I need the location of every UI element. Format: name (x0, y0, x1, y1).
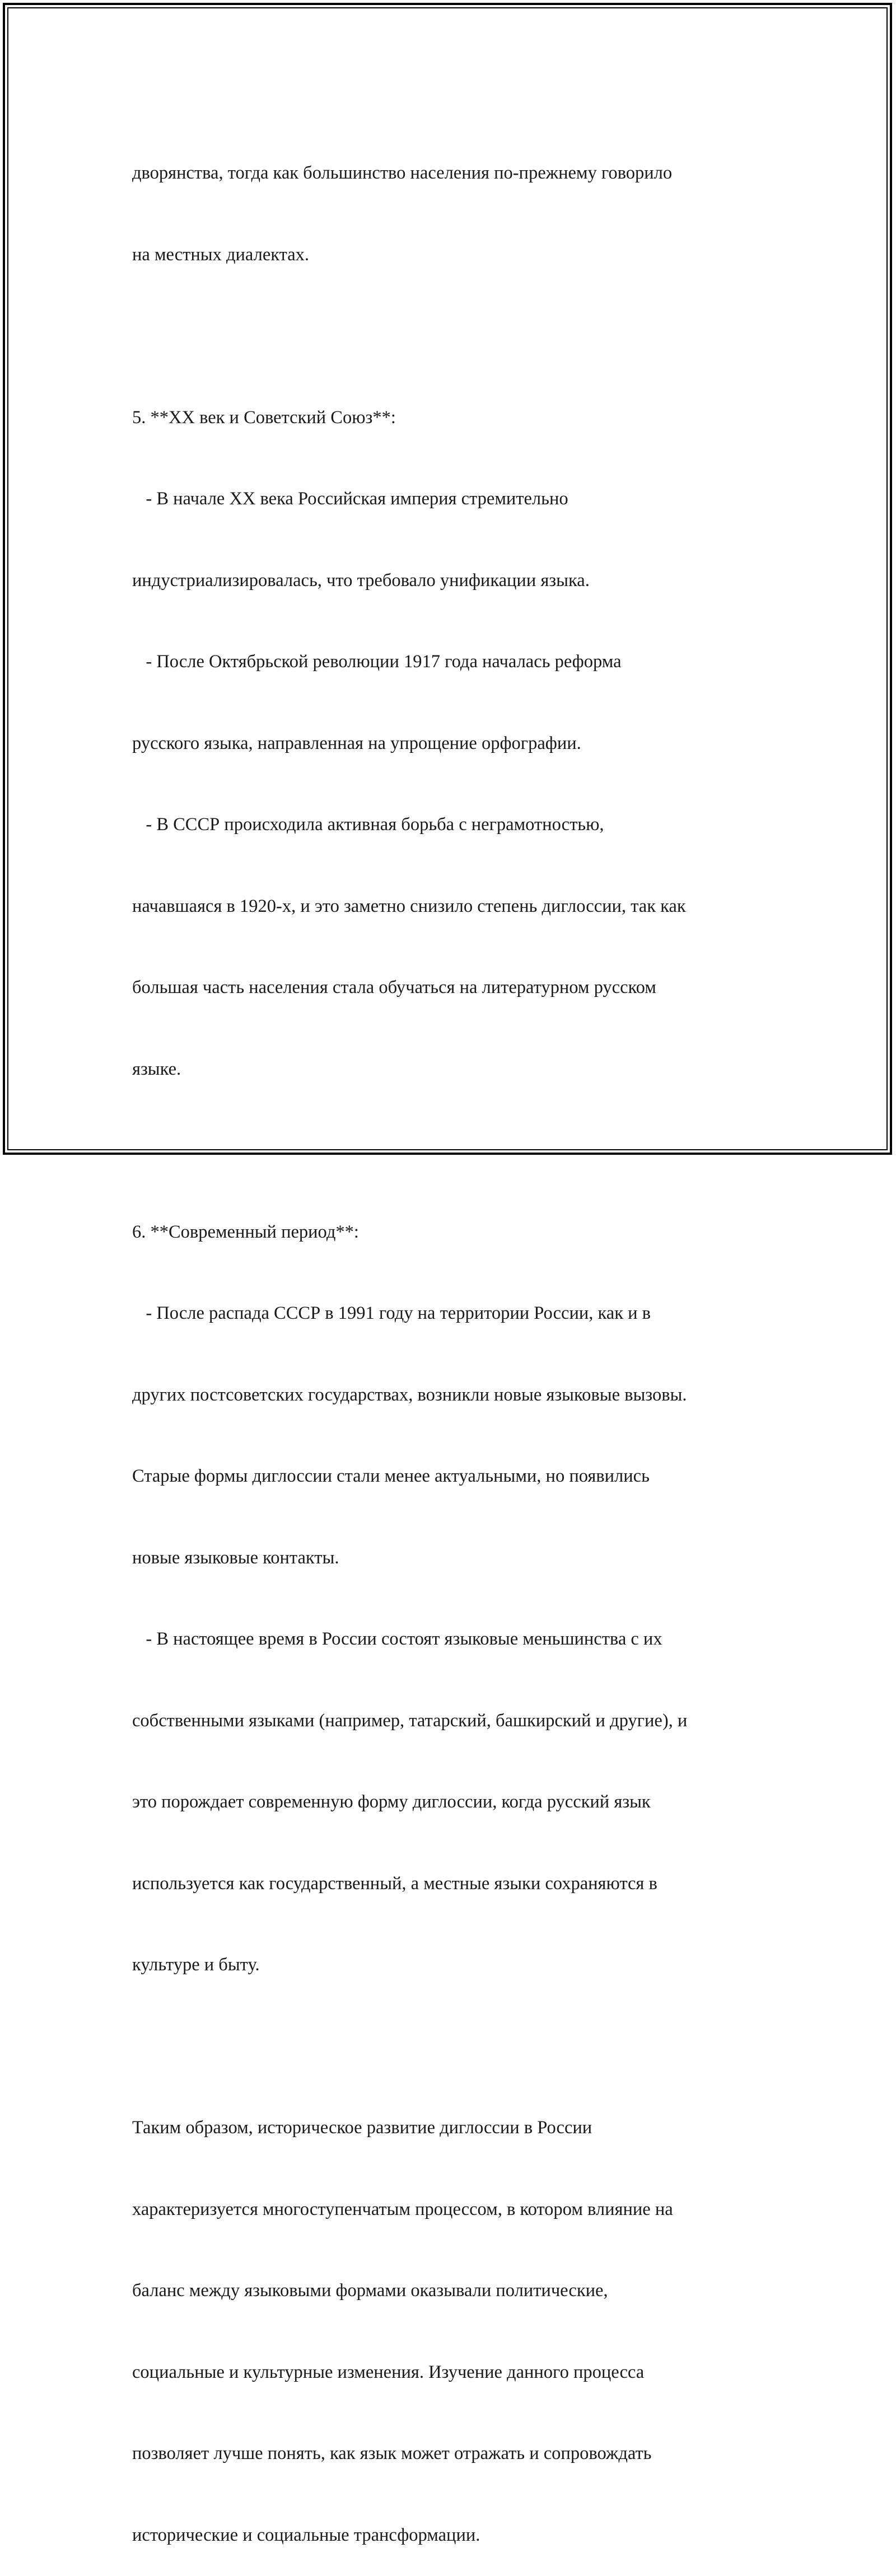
blank-line (132, 1137, 771, 1164)
conclusion-line: позволяет лучше понять, как язык может отражать и сопровождать (132, 2443, 652, 2463)
text-line: других постсоветских государствах, возникли новые языковые вызовы. (132, 1384, 687, 1405)
text-line: - После Октябрьской революции 1917 года началась реформа (132, 652, 622, 672)
text-line: языке. (132, 1058, 181, 1079)
text-line: большая часть населения стала обучаться на литературном русском (132, 977, 656, 997)
text-line: индустриализировалась, что требовало унификации языка. (132, 570, 590, 591)
conclusion-line: Таким образом, историческое развитие диглоссии в России (132, 2118, 592, 2138)
document-body (132, 105, 771, 2576)
text-line: это порождает современную форму диглоссии, когда русский язык (132, 1792, 651, 1812)
blank-line (132, 2033, 771, 2060)
text-line: собственными языками (например, татарский, башкирский и другие), и (132, 1710, 688, 1731)
text-line: культуре и быту. (132, 1955, 260, 1975)
text-line: используется как государственный, а местные языки сохраняются в (132, 1873, 657, 1894)
text-line: на местных диалектах. (132, 244, 310, 265)
text-line: - В СССР происходила активная борьба с неграмотностью, (132, 814, 604, 835)
text-line: начавшаяся в 1920-х, и это заметно снизило степень диглоссии, так как (132, 896, 686, 916)
section-heading-5: 5. **XX век и Советский Союз**: (132, 407, 396, 428)
text-line: - После распада СССР в 1991 году на территории России, как и в (132, 1303, 651, 1323)
conclusion-line: исторические и социальные трансформации. (132, 2525, 480, 2545)
text-line: русского языка, направленная на упрощение орфографии. (132, 733, 581, 753)
section-heading-6: 6. **Современный период**: (132, 1221, 359, 1242)
blank-line (132, 322, 771, 350)
text-line: - В начале XX века Российская империя стремительно (132, 489, 568, 509)
conclusion-line: социальные и культурные изменения. Изучение данного процесса (132, 2362, 645, 2382)
text-line: дворянства, тогда как большинство населения по-прежнему говорило (132, 163, 673, 183)
text-line: - В настоящее время в России состоят языковые меньшинства с их (132, 1629, 662, 1649)
conclusion-line: баланс между языковыми формами оказывали политические, (132, 2280, 608, 2301)
text-line: новые языковые контакты. (132, 1547, 339, 1568)
conclusion-line: характеризуется многоступенчатым процессом, в котором влияние на (132, 2199, 673, 2219)
text-line: Старые формы диглоссии стали менее актуальными, но появились (132, 1466, 650, 1486)
